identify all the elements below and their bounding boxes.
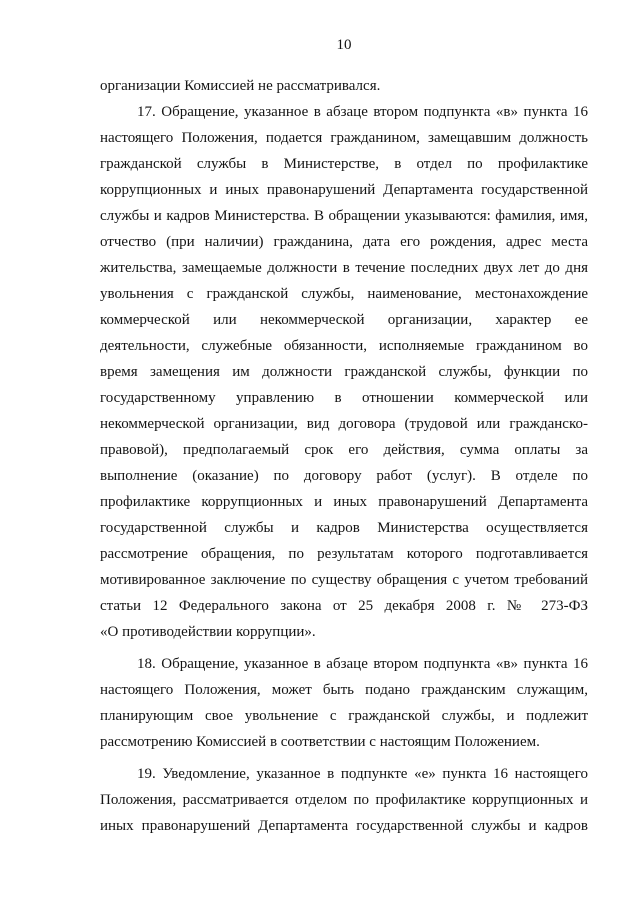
text-line: государственному управлению в отношении коммерческой или [100, 390, 588, 406]
text-line: статьи 12 Федерального закона от 25 декабря 2008 г. № 273-ФЗ [100, 598, 588, 614]
text-line: выполнение (оказание) по договору работ (услуг). В отделе по [100, 468, 588, 484]
text-line: гражданской службы в Министерстве, в отдел по профилактике [100, 156, 588, 172]
text-line: настоящего Положения, подается гражданином, замещавшим должность [100, 130, 588, 146]
text-line: коммерческой или некоммерческой организации, характер ее [100, 312, 588, 328]
text-line: 17. Обращение, указанное в абзаце втором подпункта «в» пункта 16 [137, 104, 588, 120]
text-line: рассмотрение обращения, по результатам которого подготавливается [100, 546, 588, 562]
text-line: 18. Обращение, указанное в абзаце втором подпункта «в» пункта 16 [137, 656, 588, 672]
text-line: «О противодействии коррупции». [100, 624, 316, 640]
text-line: правовой), предполагаемый срок его действия, сумма оплаты за [100, 442, 588, 458]
text-line: коррупционных и иных правонарушений Департамента государственной [100, 182, 588, 198]
text-line: настоящего Положения, может быть подано гражданским служащим, [100, 682, 588, 698]
text-line: Положения, рассматривается отделом по профилактике коррупционных и [100, 792, 588, 808]
text-line: службы и кадров Министерства. В обращении указываются: фамилия, имя, [100, 208, 588, 224]
text-line: некоммерческой организации, вид договора (трудовой или гражданско- [100, 416, 588, 432]
text-line: отчество (при наличии) гражданина, дата его рождения, адрес места [100, 234, 588, 250]
text-line: планирующим свое увольнение с гражданской службы, и подлежит [100, 708, 588, 724]
text-line: профилактике коррупционных и иных правонарушений Департамента [100, 494, 588, 510]
text-line: иных правонарушений Департамента государственной службы и кадров [100, 818, 588, 834]
text-line: время замещения им должности гражданской службы, функции по [100, 364, 588, 380]
text-line: деятельности, служебные обязанности, исполняемые гражданином во [100, 338, 588, 354]
text-line: 19. Уведомление, указанное в подпункте «е» пункта 16 настоящего [137, 766, 588, 782]
text-line: государственной службы и кадров Министерства осуществляется [100, 520, 588, 536]
text-line: рассмотрению Комиссией в соответствии с настоящим Положением. [100, 734, 540, 750]
text-line: организации Комиссией не рассматривался. [100, 78, 381, 94]
text-line: мотивированное заключение по существу обращения с учетом требований [100, 572, 588, 588]
text-line: увольнения с гражданской службы, наименование, местонахождение [100, 286, 588, 302]
page-number: 10 [336, 37, 352, 53]
text-line: жительства, замещаемые должности в течение последних двух лет до дня [100, 260, 588, 276]
